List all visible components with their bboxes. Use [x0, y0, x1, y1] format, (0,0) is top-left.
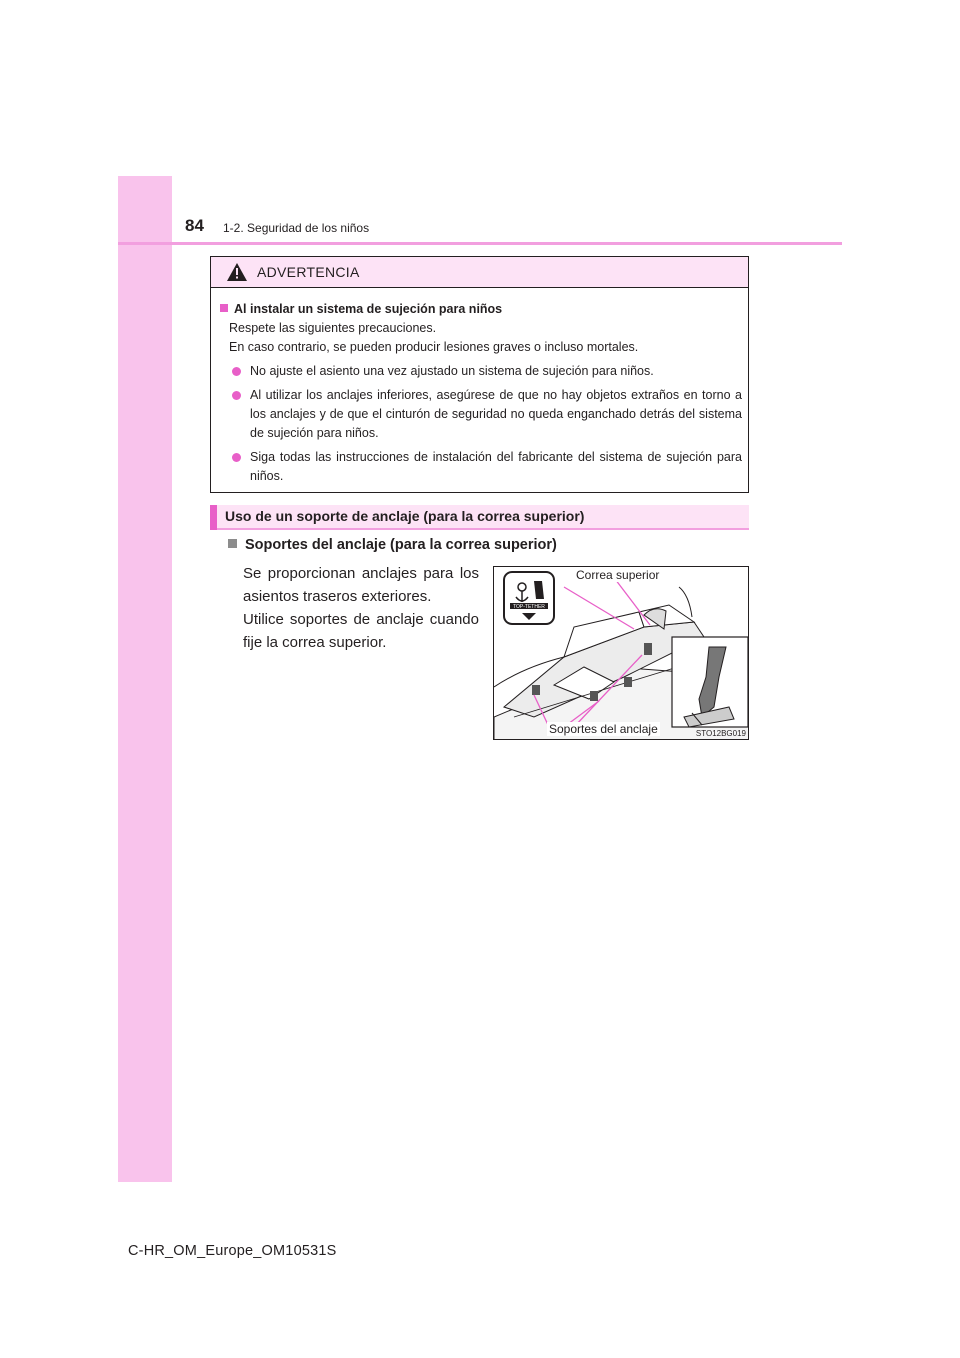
paragraph-heading-text: Soportes del anclaje (para la correa superior) — [245, 537, 557, 553]
round-bullet-icon — [232, 453, 241, 462]
warning-box — [210, 256, 749, 493]
anchor-illustration — [493, 566, 749, 740]
warning-heading: Al instalar un sistema de sujeción para niños — [234, 302, 503, 316]
figure-code: STO12BG019 — [695, 729, 746, 738]
footer-code: C-HR_OM_Europe_OM10531S — [128, 1243, 337, 1259]
round-bullet-icon — [232, 391, 241, 400]
top-tether-badge-icon — [504, 572, 554, 624]
warning-bullet — [220, 448, 742, 486]
paragraph-2: Utilice soportes de anclaje cuando fije la correa superior. — [243, 611, 479, 651]
round-bullet-icon — [232, 367, 241, 376]
warning-bullet-text: No ajuste el asiento una vez ajustado un sistema de sujeción para niños. — [250, 364, 654, 378]
anchor-inset-detail — [672, 637, 748, 727]
paragraph-1: Se proporcionan anclajes para los asientos traseros exteriores. — [243, 565, 479, 605]
badge-text: TOP-TETHER — [513, 604, 545, 610]
warning-body — [211, 288, 748, 486]
subsection-header — [210, 505, 749, 530]
square-bullet-icon — [220, 304, 228, 312]
warning-bullet — [220, 386, 742, 443]
label-correa-superior: Correa superior — [576, 568, 660, 582]
warning-title: ADVERTENCIA — [257, 264, 360, 280]
paragraph-heading — [228, 537, 557, 553]
anchor-bracket-left — [532, 685, 540, 695]
header-rule — [118, 242, 842, 245]
warning-bullet-text: Siga todas las instrucciones de instalación del fabricante del sistema de sujeción para niños. — [250, 450, 742, 483]
side-color-band — [118, 176, 172, 1182]
anchor-bracket-right — [624, 677, 632, 687]
warning-bullet-text: Al utilizar los anclajes inferiores, asegúrese de que no hay objetos extraños en torno a los anclajes y de que el cinturón de seguridad no queda enganchado detrás del sistema de sujeción para niños. — [250, 388, 742, 440]
label-soportes-anclaje: Soportes del anclaje — [549, 722, 658, 736]
seat-anchor-drawing — [494, 567, 749, 740]
subsection-title: Uso de un soporte de anclaje (para la correa superior) — [225, 508, 585, 524]
anchor-bracket-mid — [590, 691, 598, 701]
warning-bullet — [220, 362, 742, 381]
warning-heading-row — [220, 300, 742, 319]
gray-square-bullet-icon — [228, 539, 237, 548]
warning-triangle-icon — [227, 263, 247, 281]
subsection-accent-bar — [210, 505, 217, 530]
section-title: 1-2. Seguridad de los niños — [223, 221, 370, 235]
page-number: 84 — [185, 216, 204, 235]
warning-intro-1: Respete las siguientes precauciones. — [229, 321, 437, 335]
warning-intro-2: En caso contrario, se pueden producir lesiones graves o incluso mortales. — [229, 340, 639, 354]
warning-header — [211, 257, 748, 288]
tether-strap — [644, 643, 652, 655]
